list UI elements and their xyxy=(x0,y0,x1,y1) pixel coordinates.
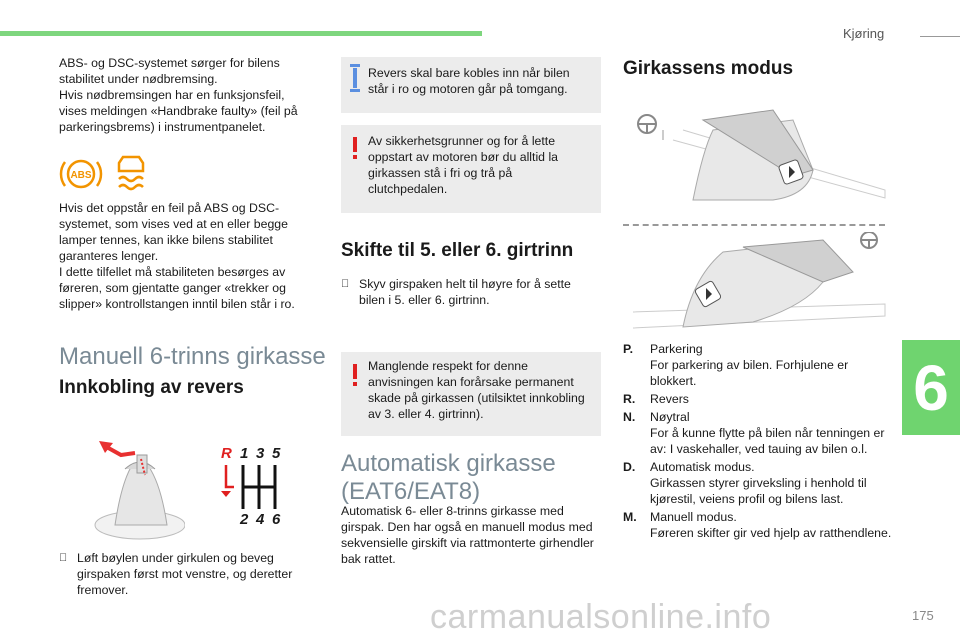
info-icon xyxy=(353,68,357,88)
mode-item-neutral xyxy=(623,409,893,457)
gear-pattern-diagram xyxy=(215,445,290,530)
paragraph: Hvis nødbremsingen har en funksjonsfeil, vises meldingen «Handbrake faulty» (feil på parkeringsbrems) i instrumentpanelet. xyxy=(59,88,298,134)
watermark: carmanualsonline.info xyxy=(430,598,772,636)
mode-desc: Girkassen styrer girveksling i henhold til kjørestil, veiens profil og bilens last. xyxy=(650,476,867,506)
mode-item-drive xyxy=(623,459,893,507)
abs-warning-icon xyxy=(61,161,101,187)
abs-fault-text xyxy=(59,200,309,312)
mode-title: Parkering xyxy=(650,342,703,356)
mode-key: M. xyxy=(623,510,637,524)
info-note-reverse xyxy=(341,57,601,113)
automatic-selector-illustration-1 xyxy=(623,100,888,218)
paragraph: Hvis det oppstår en feil på ABS og DSC-systemet, som vises ved at en eller begge lamper tennes, kan ikke bilens stabilitet garanteres lenger. xyxy=(59,201,288,263)
heading-gearbox-modes: Girkassens modus xyxy=(623,58,794,79)
mode-key: P. xyxy=(623,342,634,356)
bullet-text: Skyv girspaken helt til høyre for å sette bilen i 5. eller 6. girtrinn. xyxy=(359,277,571,307)
top-accent-bar xyxy=(0,31,482,36)
gear-mode-list xyxy=(623,341,893,543)
section-title: Kjøring xyxy=(843,26,885,41)
paragraph: ABS- og DSC-systemet sørger for bilens stabilitet under nødbremsing. xyxy=(59,56,280,86)
mode-desc: Føreren skifter gir ved hjelp av ratthendlene. xyxy=(650,526,892,540)
steering-wheel-icon xyxy=(861,232,877,248)
heading-reverse: Innkobling av revers xyxy=(59,377,244,398)
warning-note-gearbox xyxy=(341,352,601,436)
mode-item-reverse xyxy=(623,391,893,407)
heading-line: (EAT6/EAT8) xyxy=(341,478,481,505)
abs-intro xyxy=(59,55,304,135)
note-text: Manglende respekt for denne anvisningen kan forårsake permanent skade på girkassen (utilsiktet innkobling av 3. eller 4. girtrinn). xyxy=(368,359,585,421)
mode-item-park xyxy=(623,341,893,389)
warning-exclamation-icon xyxy=(353,364,357,379)
gear-3-label: 3 xyxy=(256,445,265,462)
header-rule xyxy=(920,36,960,37)
gear-1-label: 1 xyxy=(240,445,249,462)
gear-2-label: 2 xyxy=(240,511,249,528)
heading-automatic-gearbox xyxy=(341,450,556,506)
page-number: 175 xyxy=(912,608,934,623)
chapter-tab: 6 xyxy=(902,340,960,435)
gear-6-label: 6 xyxy=(272,511,281,528)
gear-lever-illustration xyxy=(85,425,185,545)
mode-desc: For å kunne flytte på bilen når tenningen er av: I vaskehaller, ved tauing av bilen o.l. xyxy=(650,426,885,456)
dsc-warning-icon xyxy=(119,157,143,189)
gear-5-label: 5 xyxy=(272,445,281,462)
reverse-gear-label: R xyxy=(221,445,232,462)
mode-key: D. xyxy=(623,460,636,474)
mode-title: Automatisk modus. xyxy=(650,460,755,474)
gear-4-label: 4 xyxy=(256,511,265,528)
bullet-text: Løft bøylen under girkulen og beveg girspaken først mot venstre, og deretter fremover. xyxy=(77,551,293,597)
dashed-divider xyxy=(623,224,885,226)
heading-gear-5-6: Skifte til 5. eller 6. girtrinn xyxy=(341,240,574,261)
bullet-marker xyxy=(341,276,359,308)
heading-line: Automatisk girkasse xyxy=(341,450,556,477)
mode-key: N. xyxy=(623,410,636,424)
bullet-marker xyxy=(59,550,77,598)
mode-desc: For parkering av bilen. Forhjulene er blokkert. xyxy=(650,358,849,388)
automatic-selector-illustration-2 xyxy=(623,232,888,332)
mode-title: Nøytral xyxy=(650,410,690,424)
mode-item-manual xyxy=(623,509,893,541)
heading-manual-gearbox: Manuell 6-trinns girkasse xyxy=(59,343,326,370)
steering-wheel-icon xyxy=(638,115,656,133)
mode-title: Revers xyxy=(650,392,689,406)
mode-title: Manuell modus. xyxy=(650,510,737,524)
note-text: Av sikkerhetsgrunner og for å lette oppstart av motoren bør du alltid la girkassen stå i fri og trå på clutchpedalen. xyxy=(368,134,559,196)
note-text: Revers skal bare kobles inn når bilen står i ro og motoren går på tomgang. xyxy=(368,66,570,96)
warning-note-safety xyxy=(341,125,601,213)
warning-exclamation-icon xyxy=(353,137,357,152)
gear56-bullet xyxy=(341,276,596,308)
mode-key: R. xyxy=(623,392,636,406)
reverse-bullet xyxy=(59,550,309,598)
automatic-intro: Automatisk 6- eller 8-trinns girkasse med girspak. Den har også en manuell modus med sekvensielle girskift via rattmonterte girhendler bak rattet. xyxy=(341,504,594,566)
paragraph: I dette tilfellet må stabiliteten besørges av føreren, som gjentatte ganger «trekker og slipper» kontrollstangen inntil bilen står i ro. xyxy=(59,265,295,311)
warning-lamps xyxy=(59,153,149,195)
svg-text:ABS: ABS xyxy=(70,170,92,181)
